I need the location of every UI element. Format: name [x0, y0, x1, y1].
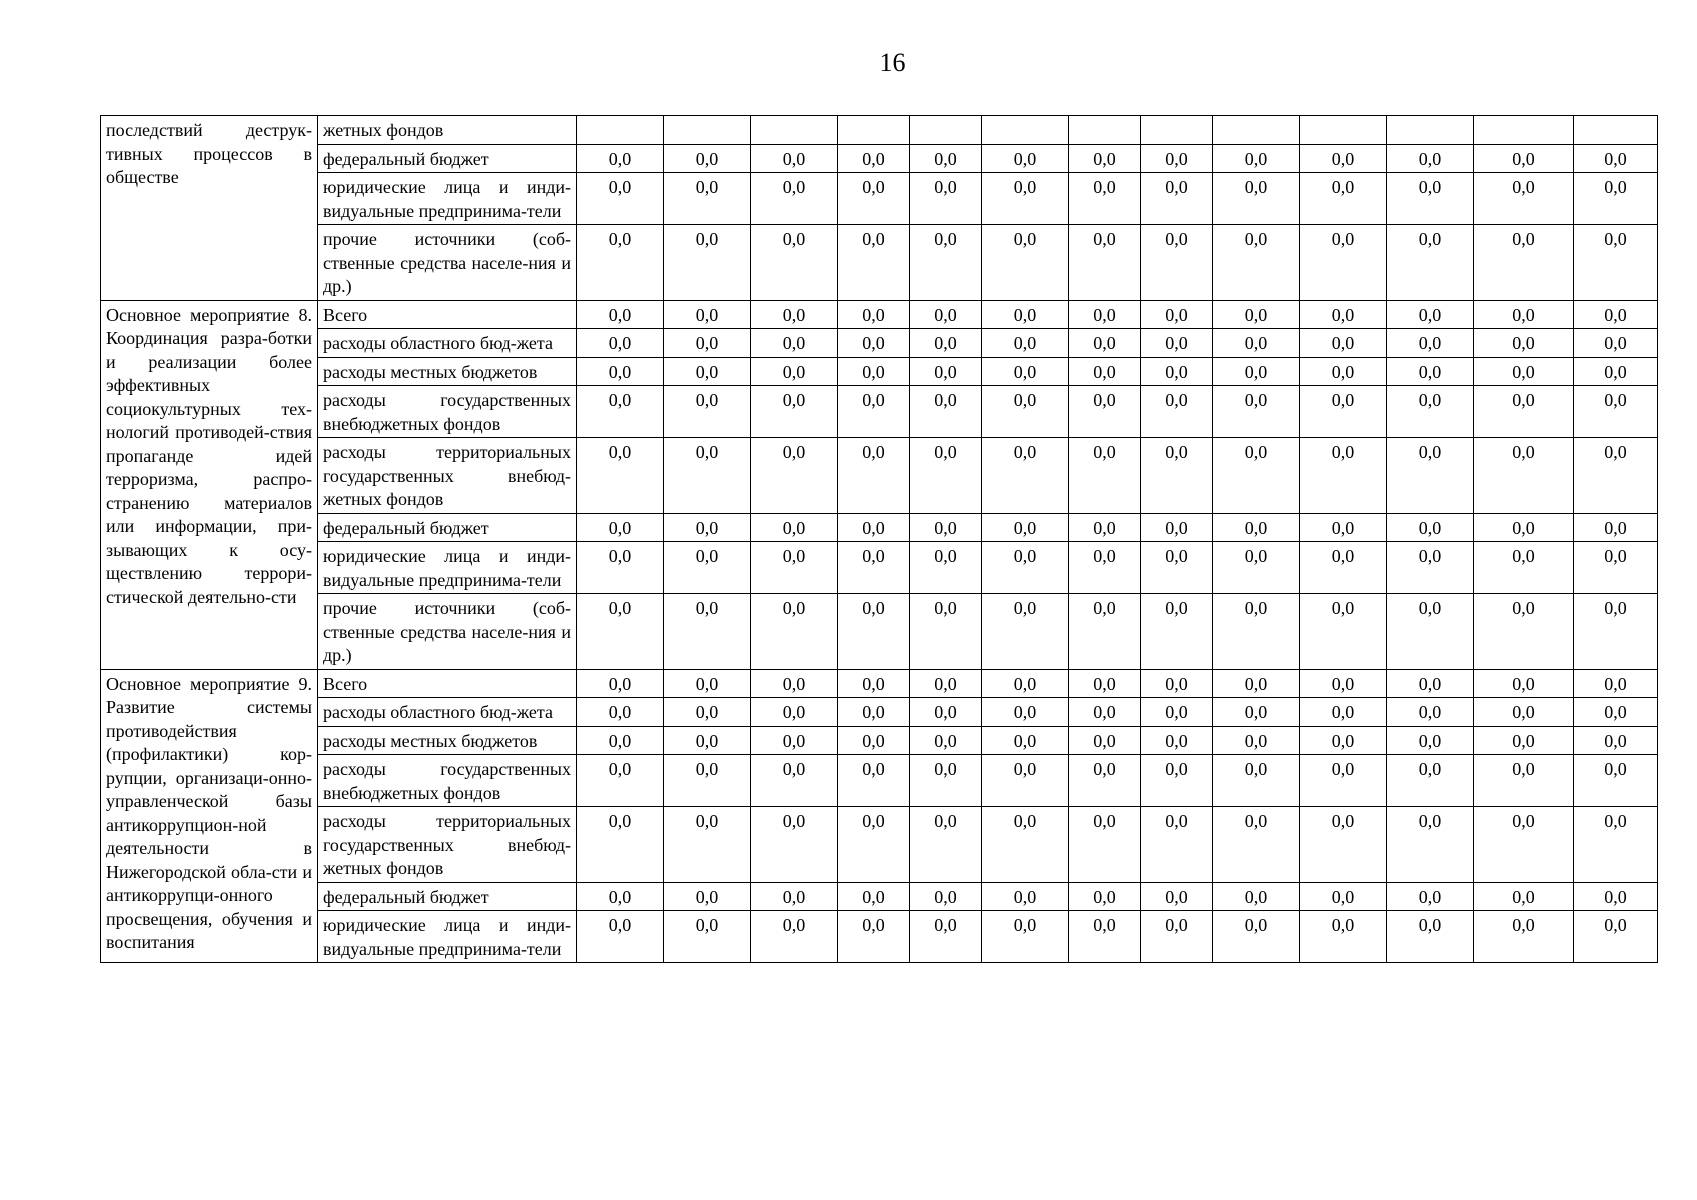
value-cell: 0,0: [1387, 329, 1474, 358]
activity-label: Основное мероприятие 8. Координация разра-ботки и реализации более эффективных социокультурных тех-нологий противодей-ствия пропаганде идей терроризма, распро-странению материалов или информации, при-зывающих к осу-ществлению террори-стической деятельно-сти: [101, 300, 318, 669]
table-row: [101, 698, 1658, 727]
value-cell: 0,0: [1574, 807, 1658, 883]
funding-source: федеральный бюджет: [318, 513, 577, 542]
value-cell: 0,0: [1141, 438, 1213, 514]
page-number: 16: [879, 48, 906, 77]
value-cell: 0,0: [1141, 144, 1213, 173]
value-cell: 0,0: [1387, 173, 1474, 225]
value-cell: [1213, 116, 1300, 145]
value-cell: 0,0: [1141, 225, 1213, 301]
value-cell: 0,0: [664, 513, 751, 542]
value-cell: 0,0: [982, 438, 1069, 514]
value-cell: 0,0: [1300, 882, 1387, 911]
table-row: [101, 329, 1658, 358]
activity-label: последствий деструк-тивных процессов в обществе: [101, 116, 318, 301]
value-cell: 0,0: [664, 807, 751, 883]
value-cell: 0,0: [1387, 726, 1474, 755]
value-cell: 0,0: [982, 329, 1069, 358]
value-cell: 0,0: [751, 173, 838, 225]
value-cell: 0,0: [1213, 542, 1300, 594]
value-cell: 0,0: [1141, 542, 1213, 594]
value-cell: 0,0: [1574, 882, 1658, 911]
value-cell: 0,0: [1574, 698, 1658, 727]
value-cell: 0,0: [1474, 594, 1574, 670]
value-cell: 0,0: [1213, 669, 1300, 698]
value-cell: 0,0: [1141, 300, 1213, 329]
value-cell: 0,0: [1213, 357, 1300, 386]
value-cell: 0,0: [577, 755, 664, 807]
value-cell: 0,0: [1213, 438, 1300, 514]
value-cell: 0,0: [982, 225, 1069, 301]
value-cell: 0,0: [1069, 726, 1141, 755]
value-cell: 0,0: [982, 726, 1069, 755]
funding-source: расходы государственных внебюджетных фондов: [318, 386, 577, 438]
value-cell: 0,0: [1387, 669, 1474, 698]
value-cell: 0,0: [577, 329, 664, 358]
funding-source: расходы областного бюд-жета: [318, 329, 577, 358]
value-cell: 0,0: [1213, 300, 1300, 329]
value-cell: [1474, 116, 1574, 145]
value-cell: 0,0: [664, 438, 751, 514]
funding-source: Всего: [318, 669, 577, 698]
table-row: [101, 513, 1658, 542]
table-row: [101, 882, 1658, 911]
value-cell: 0,0: [1300, 438, 1387, 514]
value-cell: 0,0: [982, 144, 1069, 173]
value-cell: 0,0: [1574, 173, 1658, 225]
value-cell: 0,0: [1213, 386, 1300, 438]
table-row: [101, 542, 1658, 594]
value-cell: 0,0: [838, 357, 910, 386]
value-cell: 0,0: [1069, 911, 1141, 963]
table-row: [101, 438, 1658, 514]
value-cell: 0,0: [838, 911, 910, 963]
value-cell: 0,0: [577, 386, 664, 438]
value-cell: [1300, 116, 1387, 145]
value-cell: 0,0: [751, 329, 838, 358]
value-cell: 0,0: [1141, 173, 1213, 225]
value-cell: 0,0: [1141, 386, 1213, 438]
value-cell: 0,0: [664, 386, 751, 438]
value-cell: 0,0: [1300, 911, 1387, 963]
value-cell: 0,0: [1574, 357, 1658, 386]
value-cell: 0,0: [1213, 329, 1300, 358]
value-cell: 0,0: [1387, 807, 1474, 883]
value-cell: 0,0: [982, 594, 1069, 670]
value-cell: 0,0: [1474, 911, 1574, 963]
value-cell: 0,0: [1069, 386, 1141, 438]
value-cell: 0,0: [982, 669, 1069, 698]
value-cell: 0,0: [910, 726, 982, 755]
value-cell: 0,0: [751, 669, 838, 698]
value-cell: 0,0: [1213, 807, 1300, 883]
value-cell: 0,0: [838, 513, 910, 542]
value-cell: 0,0: [910, 300, 982, 329]
value-cell: 0,0: [664, 173, 751, 225]
value-cell: [1574, 116, 1658, 145]
value-cell: 0,0: [1574, 755, 1658, 807]
value-cell: 0,0: [1474, 173, 1574, 225]
value-cell: 0,0: [577, 726, 664, 755]
value-cell: 0,0: [1474, 669, 1574, 698]
value-cell: 0,0: [1474, 882, 1574, 911]
value-cell: 0,0: [1141, 911, 1213, 963]
value-cell: [1141, 116, 1213, 145]
value-cell: 0,0: [838, 173, 910, 225]
value-cell: 0,0: [1574, 329, 1658, 358]
value-cell: 0,0: [1069, 513, 1141, 542]
value-cell: 0,0: [838, 542, 910, 594]
value-cell: 0,0: [1474, 357, 1574, 386]
value-cell: 0,0: [1300, 542, 1387, 594]
value-cell: 0,0: [838, 726, 910, 755]
value-cell: 0,0: [1387, 386, 1474, 438]
value-cell: 0,0: [1474, 542, 1574, 594]
value-cell: 0,0: [1069, 882, 1141, 911]
funding-source: юридические лица и инди-видуальные предпринима-тели: [318, 542, 577, 594]
table-row: [101, 116, 1658, 145]
value-cell: 0,0: [1474, 225, 1574, 301]
value-cell: 0,0: [1474, 698, 1574, 727]
value-cell: 0,0: [1300, 513, 1387, 542]
value-cell: 0,0: [577, 542, 664, 594]
funding-source: расходы территориальных государственных внебюд-жетных фондов: [318, 438, 577, 514]
value-cell: 0,0: [577, 225, 664, 301]
value-cell: 0,0: [910, 698, 982, 727]
table-row: [101, 225, 1658, 301]
value-cell: 0,0: [838, 882, 910, 911]
value-cell: 0,0: [577, 594, 664, 670]
value-cell: 0,0: [1213, 882, 1300, 911]
value-cell: 0,0: [982, 911, 1069, 963]
value-cell: 0,0: [1213, 911, 1300, 963]
value-cell: 0,0: [982, 882, 1069, 911]
value-cell: 0,0: [982, 357, 1069, 386]
value-cell: 0,0: [1474, 726, 1574, 755]
value-cell: [982, 116, 1069, 145]
value-cell: 0,0: [1574, 669, 1658, 698]
value-cell: 0,0: [664, 542, 751, 594]
value-cell: 0,0: [910, 594, 982, 670]
value-cell: 0,0: [751, 882, 838, 911]
table-row: [101, 807, 1658, 883]
value-cell: 0,0: [1387, 513, 1474, 542]
value-cell: 0,0: [1213, 726, 1300, 755]
value-cell: 0,0: [1387, 882, 1474, 911]
value-cell: 0,0: [751, 300, 838, 329]
value-cell: 0,0: [910, 386, 982, 438]
value-cell: 0,0: [910, 357, 982, 386]
value-cell: 0,0: [751, 357, 838, 386]
value-cell: 0,0: [1300, 225, 1387, 301]
value-cell: 0,0: [577, 144, 664, 173]
value-cell: 0,0: [1387, 698, 1474, 727]
value-cell: 0,0: [1574, 300, 1658, 329]
value-cell: 0,0: [1387, 357, 1474, 386]
value-cell: 0,0: [838, 807, 910, 883]
value-cell: 0,0: [1213, 698, 1300, 727]
value-cell: 0,0: [664, 357, 751, 386]
value-cell: 0,0: [1574, 386, 1658, 438]
funding-source: юридические лица и инди-видуальные предпринима-тели: [318, 911, 577, 963]
value-cell: 0,0: [1069, 173, 1141, 225]
value-cell: 0,0: [1213, 144, 1300, 173]
table-row: [101, 911, 1658, 963]
value-cell: 0,0: [910, 542, 982, 594]
value-cell: 0,0: [577, 300, 664, 329]
value-cell: 0,0: [664, 144, 751, 173]
table-body: [101, 116, 1658, 963]
value-cell: 0,0: [1574, 225, 1658, 301]
value-cell: 0,0: [1474, 144, 1574, 173]
value-cell: [751, 116, 838, 145]
value-cell: 0,0: [1474, 807, 1574, 883]
value-cell: 0,0: [751, 698, 838, 727]
value-cell: 0,0: [1300, 755, 1387, 807]
value-cell: 0,0: [910, 882, 982, 911]
value-cell: 0,0: [664, 329, 751, 358]
value-cell: 0,0: [577, 357, 664, 386]
value-cell: 0,0: [1069, 329, 1141, 358]
value-cell: 0,0: [751, 755, 838, 807]
value-cell: 0,0: [910, 669, 982, 698]
value-cell: 0,0: [1069, 698, 1141, 727]
table-row: [101, 726, 1658, 755]
value-cell: 0,0: [664, 669, 751, 698]
value-cell: 0,0: [1574, 144, 1658, 173]
value-cell: 0,0: [1387, 911, 1474, 963]
value-cell: 0,0: [1474, 300, 1574, 329]
value-cell: 0,0: [1141, 594, 1213, 670]
value-cell: 0,0: [1474, 438, 1574, 514]
value-cell: 0,0: [1141, 329, 1213, 358]
value-cell: 0,0: [910, 225, 982, 301]
value-cell: 0,0: [751, 807, 838, 883]
value-cell: 0,0: [910, 438, 982, 514]
funding-source: расходы местных бюджетов: [318, 357, 577, 386]
value-cell: 0,0: [838, 669, 910, 698]
value-cell: 0,0: [577, 882, 664, 911]
value-cell: 0,0: [1300, 300, 1387, 329]
value-cell: 0,0: [1069, 755, 1141, 807]
value-cell: 0,0: [1069, 438, 1141, 514]
budget-table: [100, 115, 1658, 963]
value-cell: 0,0: [1300, 357, 1387, 386]
value-cell: 0,0: [751, 726, 838, 755]
value-cell: 0,0: [1574, 542, 1658, 594]
funding-source: Всего: [318, 300, 577, 329]
value-cell: 0,0: [1300, 144, 1387, 173]
value-cell: 0,0: [577, 669, 664, 698]
value-cell: 0,0: [838, 329, 910, 358]
value-cell: 0,0: [1300, 173, 1387, 225]
value-cell: 0,0: [664, 882, 751, 911]
value-cell: 0,0: [1141, 698, 1213, 727]
value-cell: 0,0: [1213, 513, 1300, 542]
value-cell: 0,0: [910, 807, 982, 883]
value-cell: [1387, 116, 1474, 145]
value-cell: [664, 116, 751, 145]
value-cell: 0,0: [982, 300, 1069, 329]
value-cell: 0,0: [1213, 225, 1300, 301]
value-cell: 0,0: [751, 513, 838, 542]
value-cell: 0,0: [1387, 438, 1474, 514]
value-cell: 0,0: [1574, 438, 1658, 514]
value-cell: [1069, 116, 1141, 145]
value-cell: [577, 116, 664, 145]
value-cell: [838, 116, 910, 145]
value-cell: 0,0: [838, 755, 910, 807]
value-cell: 0,0: [982, 513, 1069, 542]
value-cell: 0,0: [1474, 329, 1574, 358]
value-cell: 0,0: [1387, 225, 1474, 301]
value-cell: 0,0: [1300, 594, 1387, 670]
value-cell: 0,0: [1474, 755, 1574, 807]
value-cell: 0,0: [1069, 669, 1141, 698]
funding-source: юридические лица и инди-видуальные предпринима-тели: [318, 173, 577, 225]
value-cell: 0,0: [664, 225, 751, 301]
value-cell: 0,0: [982, 173, 1069, 225]
value-cell: 0,0: [1069, 542, 1141, 594]
value-cell: 0,0: [751, 225, 838, 301]
value-cell: 0,0: [664, 698, 751, 727]
value-cell: 0,0: [751, 144, 838, 173]
value-cell: 0,0: [664, 911, 751, 963]
value-cell: 0,0: [1387, 594, 1474, 670]
value-cell: 0,0: [838, 144, 910, 173]
table-row: [101, 357, 1658, 386]
value-cell: [910, 116, 982, 145]
value-cell: 0,0: [577, 173, 664, 225]
value-cell: 0,0: [1069, 357, 1141, 386]
value-cell: 0,0: [982, 698, 1069, 727]
value-cell: 0,0: [1141, 807, 1213, 883]
value-cell: 0,0: [577, 438, 664, 514]
funding-source: расходы территориальных государственных внебюд-жетных фондов: [318, 807, 577, 883]
table-row: [101, 669, 1658, 698]
value-cell: 0,0: [910, 755, 982, 807]
value-cell: 0,0: [751, 542, 838, 594]
value-cell: 0,0: [577, 513, 664, 542]
funding-source: прочие источники (соб-ственные средства населе-ния и др.): [318, 594, 577, 670]
funding-source: расходы областного бюд-жета: [318, 698, 577, 727]
value-cell: 0,0: [664, 726, 751, 755]
value-cell: 0,0: [982, 386, 1069, 438]
value-cell: 0,0: [838, 225, 910, 301]
value-cell: 0,0: [751, 386, 838, 438]
funding-source: федеральный бюджет: [318, 144, 577, 173]
value-cell: 0,0: [838, 698, 910, 727]
funding-source: расходы государственных внебюджетных фондов: [318, 755, 577, 807]
activity-label: Основное мероприятие 9. Развитие системы противодействия (профилактики) кор-рупции, организаци-онно-управленческой базы антикоррупцион-ной деятельности в Нижегородской обла-сти и антикоррупци-онного просвещения, обучения и воспитания: [101, 669, 318, 963]
funding-source: жетных фондов: [318, 116, 577, 145]
value-cell: 0,0: [1300, 698, 1387, 727]
value-cell: 0,0: [1474, 386, 1574, 438]
table-row: [101, 594, 1658, 670]
value-cell: 0,0: [751, 911, 838, 963]
value-cell: 0,0: [1300, 386, 1387, 438]
value-cell: 0,0: [1069, 144, 1141, 173]
value-cell: 0,0: [664, 755, 751, 807]
value-cell: 0,0: [838, 438, 910, 514]
table-row: [101, 300, 1658, 329]
value-cell: 0,0: [838, 594, 910, 670]
value-cell: 0,0: [910, 513, 982, 542]
value-cell: 0,0: [1474, 513, 1574, 542]
value-cell: 0,0: [751, 594, 838, 670]
value-cell: 0,0: [577, 911, 664, 963]
funding-source: прочие источники (соб-ственные средства населе-ния и др.): [318, 225, 577, 301]
value-cell: 0,0: [1069, 225, 1141, 301]
value-cell: 0,0: [1387, 542, 1474, 594]
value-cell: 0,0: [910, 911, 982, 963]
value-cell: 0,0: [1069, 807, 1141, 883]
value-cell: 0,0: [1300, 669, 1387, 698]
value-cell: 0,0: [1574, 594, 1658, 670]
value-cell: 0,0: [1300, 807, 1387, 883]
value-cell: 0,0: [664, 594, 751, 670]
value-cell: 0,0: [982, 542, 1069, 594]
value-cell: 0,0: [838, 300, 910, 329]
value-cell: 0,0: [1141, 513, 1213, 542]
value-cell: 0,0: [1141, 357, 1213, 386]
value-cell: 0,0: [1069, 594, 1141, 670]
value-cell: 0,0: [1213, 755, 1300, 807]
value-cell: 0,0: [982, 755, 1069, 807]
value-cell: 0,0: [1574, 726, 1658, 755]
table-row: [101, 755, 1658, 807]
value-cell: 0,0: [1574, 513, 1658, 542]
value-cell: 0,0: [910, 144, 982, 173]
value-cell: 0,0: [1141, 882, 1213, 911]
value-cell: 0,0: [577, 807, 664, 883]
value-cell: 0,0: [1387, 300, 1474, 329]
value-cell: 0,0: [1300, 726, 1387, 755]
funding-source: расходы местных бюджетов: [318, 726, 577, 755]
funding-source: федеральный бюджет: [318, 882, 577, 911]
value-cell: 0,0: [1141, 726, 1213, 755]
value-cell: 0,0: [1387, 144, 1474, 173]
value-cell: 0,0: [910, 329, 982, 358]
table-row: [101, 144, 1658, 173]
value-cell: 0,0: [1387, 755, 1474, 807]
value-cell: 0,0: [1300, 329, 1387, 358]
value-cell: 0,0: [1141, 669, 1213, 698]
value-cell: 0,0: [1213, 594, 1300, 670]
value-cell: 0,0: [982, 807, 1069, 883]
value-cell: 0,0: [664, 300, 751, 329]
value-cell: 0,0: [1069, 300, 1141, 329]
value-cell: 0,0: [577, 698, 664, 727]
table-row: [101, 173, 1658, 225]
table-row: [101, 386, 1658, 438]
value-cell: 0,0: [1141, 755, 1213, 807]
value-cell: 0,0: [910, 173, 982, 225]
value-cell: 0,0: [838, 386, 910, 438]
value-cell: 0,0: [751, 438, 838, 514]
value-cell: 0,0: [1574, 911, 1658, 963]
value-cell: 0,0: [1213, 173, 1300, 225]
